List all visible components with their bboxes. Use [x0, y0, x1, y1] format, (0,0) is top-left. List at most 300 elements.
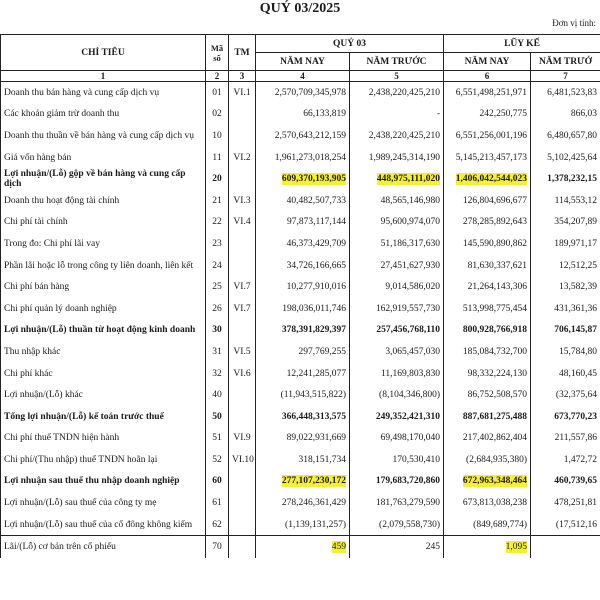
row-label: [1, 536, 206, 558]
table-row: [1, 82, 600, 104]
row-note: [229, 212, 256, 234]
row-note-text: VI.1: [233, 87, 251, 98]
row-label: [1, 298, 206, 320]
row-label: [1, 233, 206, 255]
value-q3-this-year: [256, 341, 350, 363]
value-q3-last-year-text: 181,763,279,590: [375, 498, 440, 509]
row-label-text: Lợi nhuận/(Lỗ) thuần từ hoạt động kinh doanh: [4, 325, 196, 336]
row-note: [229, 104, 256, 126]
row-note-text: VI.7: [233, 282, 251, 293]
value-q3-last-year: [350, 276, 444, 298]
value-ytd-this-year: [444, 406, 531, 428]
row-label-text: Lợi nhuận/(Lỗ) sau thuế của cổ đông không kiểm: [4, 519, 193, 530]
value-q3-last-year-text: 27,451,627,930: [380, 260, 440, 271]
table-row: [1, 514, 600, 536]
value-q3-this-year-text: 277,107,230,172: [281, 476, 346, 487]
value-ytd-last-year-text: 15,784,80: [559, 346, 597, 357]
row-label: [1, 449, 206, 471]
value-ytd-this-year-text: (849,689,774): [473, 519, 527, 530]
row-label-text: Trong đo: Chi phí lãi vay: [4, 238, 100, 249]
value-ytd-last-year-text: 114,553,12: [554, 195, 597, 206]
row-label: [1, 363, 206, 385]
value-q3-last-year: [350, 384, 444, 406]
value-q3-last-year-text: 69,498,170,040: [380, 433, 440, 444]
row-note: [229, 341, 256, 363]
value-ytd-this-year: [444, 536, 531, 558]
row-code: [206, 384, 229, 406]
row-label: [1, 255, 206, 277]
value-ytd-this-year: [444, 147, 531, 169]
value-q3-last-year-text: 3,065,457,030: [385, 346, 440, 357]
row-label-text: Doanh thu hoạt động tài chính: [4, 195, 120, 206]
row-code: [206, 255, 229, 277]
row-code-text: 51: [212, 433, 222, 444]
value-q3-this-year-text: 97,873,117,144: [286, 217, 346, 228]
value-ytd-last-year: [531, 514, 600, 536]
header-tm: TM: [229, 35, 256, 71]
table-row: [1, 190, 600, 212]
value-q3-last-year: [350, 125, 444, 147]
value-q3-this-year-text: 10,277,910,016: [286, 282, 346, 293]
value-q3-this-year-text: 278,246,361,429: [281, 498, 346, 509]
value-ytd-last-year: [531, 320, 600, 342]
row-label-text: Lợi nhuận/(Lỗ) sau thuế của công ty mẹ: [4, 498, 157, 509]
row-code: [206, 82, 229, 104]
value-q3-last-year-text: (8,104,346,800): [379, 390, 440, 401]
row-code: [206, 212, 229, 234]
value-ytd-this-year: [444, 298, 531, 320]
row-label: [1, 104, 206, 126]
table-row: [1, 428, 600, 450]
value-q3-this-year-text: 66,133,819: [303, 109, 346, 120]
value-ytd-this-year: [444, 82, 531, 104]
row-label-text: Chi phí bán hàng: [4, 282, 70, 293]
row-note-text: VI.2: [233, 152, 251, 163]
value-q3-last-year-text: 257,456,768,110: [376, 325, 440, 336]
value-ytd-last-year: [531, 190, 600, 212]
value-ytd-this-year: [444, 428, 531, 450]
row-label: [1, 190, 206, 212]
row-label: [1, 514, 206, 536]
row-label-text: Chi phí/(Thu nhập) thuế TNDN hoãn lại: [4, 454, 158, 465]
value-ytd-last-year-text: 478,251,81: [554, 498, 597, 509]
header-nam-truoc: NĂM TRƯỚC: [350, 53, 444, 71]
value-ytd-this-year: [444, 363, 531, 385]
table-row: [1, 233, 600, 255]
row-note: [229, 147, 256, 169]
value-ytd-this-year: [444, 341, 531, 363]
value-q3-last-year-text: (2,079,558,730): [379, 519, 440, 530]
value-ytd-this-year-text: 513,998,775,454: [462, 303, 527, 314]
value-q3-last-year-text: 162,919,557,730: [375, 303, 440, 314]
value-ytd-last-year: [531, 384, 600, 406]
value-ytd-last-year: [531, 363, 600, 385]
row-note-text: VI.4: [233, 217, 251, 228]
value-q3-last-year: [350, 406, 444, 428]
value-ytd-last-year-text: 6,480,657,80: [547, 130, 597, 141]
row-code-text: 70: [212, 542, 222, 553]
value-ytd-last-year: [531, 212, 600, 234]
value-ytd-this-year: [444, 276, 531, 298]
row-label-text: Phần lãi hoặc lỗ trong công ty liên doanh, liên kết: [4, 260, 194, 271]
row-code-text: 01: [212, 87, 222, 98]
value-q3-this-year: [256, 536, 350, 558]
col-number: 4: [256, 71, 350, 82]
row-code: [206, 406, 229, 428]
row-note: [229, 514, 256, 536]
value-q3-last-year: [350, 363, 444, 385]
row-code-text: 60: [212, 476, 222, 487]
value-ytd-this-year-text: 185,084,732,700: [462, 346, 527, 357]
table-row: [1, 384, 600, 406]
value-q3-last-year: [350, 298, 444, 320]
header-luy-ke-nam-nay: NĂM NAY: [444, 53, 531, 71]
income-statement-table: [0, 34, 600, 558]
value-ytd-this-year: [444, 104, 531, 126]
row-code-text: 20: [212, 174, 222, 185]
value-ytd-last-year: [531, 168, 600, 190]
value-q3-last-year-text: 170,530,410: [392, 454, 440, 465]
value-ytd-this-year-text: 145,590,890,862: [462, 238, 527, 249]
value-ytd-this-year-text: 126,804,696,677: [462, 195, 527, 206]
value-q3-this-year-text: 12,241,285,077: [286, 368, 346, 379]
value-ytd-last-year: [531, 492, 600, 514]
value-q3-last-year: [350, 514, 444, 536]
row-note: [229, 190, 256, 212]
row-label-text: Chi phí thuế TNDN hiện hành: [4, 433, 120, 444]
value-ytd-last-year: [531, 104, 600, 126]
row-note: [229, 125, 256, 147]
value-q3-last-year-text: 95,600,974,070: [380, 217, 440, 228]
row-code-text: 26: [212, 303, 222, 314]
value-ytd-last-year: [531, 428, 600, 450]
row-note-text: VI.6: [233, 368, 251, 379]
row-note: [229, 255, 256, 277]
row-label-text: Chi phí quản lý doanh nghiệp: [4, 303, 117, 314]
value-ytd-this-year-text: 1,406,042,544,023: [455, 174, 527, 185]
value-q3-last-year-text: 11,169,803,830: [380, 368, 440, 379]
value-ytd-this-year: [444, 492, 531, 514]
row-code-text: 25: [212, 282, 222, 293]
value-q3-this-year: [256, 449, 350, 471]
table-row: [1, 168, 600, 190]
value-ytd-last-year: [531, 147, 600, 169]
row-code-text: 61: [212, 498, 222, 509]
value-ytd-this-year-text: 242,250,775: [479, 109, 527, 120]
value-q3-last-year: [350, 320, 444, 342]
row-note-text: VI.10: [232, 454, 254, 465]
table-row: [1, 212, 600, 234]
value-q3-this-year: [256, 168, 350, 190]
value-q3-this-year: [256, 212, 350, 234]
value-q3-this-year: [256, 428, 350, 450]
table-row: [1, 471, 600, 493]
value-q3-last-year: [350, 212, 444, 234]
row-code-text: 11: [212, 152, 222, 163]
row-code-text: 23: [212, 238, 222, 249]
value-q3-this-year-text: 459: [331, 542, 346, 553]
value-q3-last-year: [350, 104, 444, 126]
value-q3-last-year: [350, 190, 444, 212]
value-ytd-last-year-text: 460,739,65: [554, 476, 597, 487]
value-ytd-this-year-text: 6,551,256,001,196: [455, 130, 527, 141]
value-ytd-this-year-text: (2,684,935,380): [466, 454, 527, 465]
unit-label: Đơn vị tính:: [552, 18, 596, 28]
value-q3-last-year: [350, 341, 444, 363]
value-ytd-last-year-text: 1,378,232,15: [547, 174, 597, 185]
value-ytd-last-year: [531, 341, 600, 363]
value-q3-this-year-text: 1,961,273,018,254: [274, 152, 346, 163]
row-label: [1, 276, 206, 298]
value-q3-this-year-text: (1,139,131,257): [285, 519, 346, 530]
col-number: 5: [350, 71, 444, 82]
value-ytd-this-year-text: 21,264,143,306: [467, 282, 527, 293]
value-ytd-last-year: [531, 125, 600, 147]
table-row: [1, 104, 600, 126]
value-q3-last-year: [350, 536, 444, 558]
value-q3-this-year: [256, 104, 350, 126]
value-ytd-last-year-text: 211,557,86: [554, 433, 597, 444]
value-ytd-last-year-text: 12,512,25: [559, 260, 597, 271]
row-code-text: 10: [212, 130, 222, 141]
value-q3-last-year-text: 2,438,220,425,210: [368, 87, 440, 98]
row-code: [206, 147, 229, 169]
value-ytd-this-year: [444, 212, 531, 234]
value-q3-last-year-text: 1,989,245,314,190: [368, 152, 440, 163]
col-number: 3: [229, 71, 256, 82]
row-code: [206, 276, 229, 298]
value-q3-this-year-text: 46,373,429,709: [286, 238, 346, 249]
row-note-text: VI.7: [233, 303, 251, 314]
value-q3-this-year: [256, 255, 350, 277]
value-q3-this-year-text: 89,022,931,669: [286, 433, 346, 444]
table-row: [1, 492, 600, 514]
row-label: [1, 428, 206, 450]
row-label: [1, 147, 206, 169]
col-number: 1: [1, 71, 206, 82]
row-note: [229, 298, 256, 320]
value-q3-this-year: [256, 190, 350, 212]
value-q3-last-year-text: 245: [425, 542, 440, 553]
row-code: [206, 233, 229, 255]
value-q3-this-year: [256, 298, 350, 320]
row-label-text: Doanh thu bán hàng và cung cấp dịch vụ: [4, 87, 160, 98]
col-number: 2: [206, 71, 229, 82]
row-label-text: Doanh thu thuần về bán hàng và cung cấp dịch vụ: [4, 130, 194, 141]
row-label: [1, 320, 206, 342]
value-ytd-this-year: [444, 190, 531, 212]
row-note: [229, 471, 256, 493]
value-q3-this-year: [256, 125, 350, 147]
value-q3-last-year: [350, 492, 444, 514]
value-ytd-last-year-text: 673,770,23: [554, 411, 597, 422]
value-q3-this-year-text: 2,570,643,212,159: [274, 130, 346, 141]
value-q3-this-year-text: 318,151,734: [298, 454, 346, 465]
value-ytd-this-year: [444, 233, 531, 255]
row-label: [1, 384, 206, 406]
value-ytd-this-year-text: 98,332,224,130: [467, 368, 527, 379]
value-ytd-last-year-text: (17,512,16: [555, 519, 597, 530]
row-note: [229, 276, 256, 298]
value-ytd-this-year: [444, 471, 531, 493]
value-ytd-last-year-text: 13,582,39: [559, 282, 597, 293]
value-q3-this-year-text: 366,448,313,575: [281, 411, 346, 422]
value-ytd-last-year: [531, 298, 600, 320]
value-ytd-this-year: [444, 125, 531, 147]
value-ytd-last-year-text: 5,102,425,64: [547, 152, 597, 163]
value-ytd-this-year-text: 86,752,508,570: [467, 390, 527, 401]
row-note: [229, 536, 256, 558]
row-code: [206, 168, 229, 190]
value-ytd-last-year: [531, 255, 600, 277]
table-row: [1, 536, 600, 558]
value-q3-last-year-text: 249,352,421,310: [375, 411, 440, 422]
value-q3-this-year-text: 2,570,709,345,978: [274, 87, 346, 98]
value-ytd-last-year: [531, 276, 600, 298]
value-q3-this-year-text: 609,370,193,905: [281, 174, 346, 185]
row-code: [206, 190, 229, 212]
value-q3-last-year-text: 48,565,146,980: [380, 195, 440, 206]
row-label-text: Chi phí tài chính: [4, 217, 68, 228]
header-luy-ke-nam-truoc: NĂM TRƯỚ: [531, 53, 600, 71]
row-note-text: VI.5: [233, 346, 251, 357]
header-luy-ke: LŨY KẾ: [444, 35, 600, 53]
row-code: [206, 363, 229, 385]
value-q3-this-year-text: 378,391,829,397: [281, 325, 346, 336]
value-ytd-last-year-text: 866,03: [570, 109, 597, 120]
row-code: [206, 125, 229, 147]
value-q3-this-year: [256, 514, 350, 536]
value-q3-last-year: [350, 255, 444, 277]
value-ytd-last-year: [531, 536, 600, 558]
value-ytd-this-year-text: 672,963,348,464: [462, 476, 527, 487]
row-note: [229, 168, 256, 190]
row-code-text: 40: [212, 390, 222, 401]
row-code: [206, 341, 229, 363]
row-note: [229, 406, 256, 428]
value-q3-this-year: [256, 276, 350, 298]
row-label: [1, 471, 206, 493]
row-label-text: Lợi nhuận sau thuế thu nhập doanh nghiệp: [4, 476, 180, 487]
row-code: [206, 320, 229, 342]
value-ytd-this-year-text: 673,813,038,238: [462, 498, 527, 509]
row-label: [1, 492, 206, 514]
value-q3-last-year: [350, 428, 444, 450]
value-ytd-last-year: [531, 233, 600, 255]
value-ytd-last-year-text: 48,160,45: [559, 368, 597, 379]
value-ytd-this-year-text: 800,928,766,918: [462, 325, 527, 336]
value-q3-this-year-text: 198,036,011,746: [282, 303, 346, 314]
value-ytd-this-year-text: 1,095: [505, 542, 527, 553]
value-q3-this-year: [256, 492, 350, 514]
row-label-text: Lợi nhuận/(Lỗ) khác: [4, 390, 83, 401]
row-code-text: 62: [212, 519, 222, 530]
table-row: [1, 125, 600, 147]
row-note: [229, 363, 256, 385]
col-number: 6: [444, 71, 531, 82]
row-code-text: 21: [212, 195, 222, 206]
value-q3-last-year-text: 179,683,720,860: [375, 476, 440, 487]
row-label: [1, 212, 206, 234]
value-q3-this-year: [256, 82, 350, 104]
row-note: [229, 233, 256, 255]
row-label-text: Chi phí khác: [4, 368, 53, 379]
row-code: [206, 104, 229, 126]
header-nam-nay: NĂM NAY: [256, 53, 350, 71]
value-q3-this-year-text: (11,943,515,822): [280, 390, 346, 401]
row-code-text: 30: [212, 325, 222, 336]
value-ytd-this-year: [444, 255, 531, 277]
value-ytd-this-year-text: 81,630,337,621: [467, 260, 527, 271]
value-q3-last-year: [350, 147, 444, 169]
value-q3-last-year-text: 9,014,586,020: [385, 282, 440, 293]
row-label-text: Lợi nhuận/(Lỗ) gộp về bán hàng và cung cấp dịch: [4, 169, 186, 190]
table-row: [1, 255, 600, 277]
value-q3-last-year: [350, 82, 444, 104]
row-label-text: Các khoản giảm trừ doanh thu: [4, 109, 120, 120]
row-code: [206, 492, 229, 514]
row-code-text: 31: [212, 346, 222, 357]
row-code: [206, 449, 229, 471]
value-ytd-last-year: [531, 471, 600, 493]
row-code-text: 50: [212, 411, 222, 422]
value-ytd-last-year: [531, 82, 600, 104]
table-row: [1, 276, 600, 298]
value-ytd-last-year-text: 6,481,523,83: [547, 87, 597, 98]
col-number: 7: [531, 71, 600, 82]
value-q3-last-year-text: -: [436, 109, 440, 120]
row-note-text: VI.9: [233, 433, 251, 444]
value-q3-last-year: [350, 449, 444, 471]
row-label: [1, 406, 206, 428]
value-ytd-this-year-text: 6,551,498,251,971: [455, 87, 527, 98]
row-code: [206, 471, 229, 493]
header-chi-tieu: CHỈ TIÊU: [1, 35, 206, 71]
value-ytd-last-year: [531, 406, 600, 428]
value-ytd-this-year: [444, 449, 531, 471]
row-note-text: VI.3: [233, 195, 251, 206]
row-code-text: 32: [212, 368, 222, 379]
row-label-text: Giá vốn hàng bán: [4, 152, 72, 163]
value-ytd-last-year-text: 706,145,87: [554, 325, 597, 336]
value-q3-last-year-text: 51,186,317,630: [380, 238, 440, 249]
value-ytd-this-year-text: 278,285,892,643: [462, 217, 527, 228]
row-note: [229, 320, 256, 342]
row-code: [206, 536, 229, 558]
row-code: [206, 514, 229, 536]
value-ytd-last-year-text: 1,472,72: [563, 454, 597, 465]
value-ytd-this-year-text: 217,402,862,404: [462, 433, 527, 444]
row-note: [229, 492, 256, 514]
value-ytd-last-year: [531, 449, 600, 471]
value-ytd-last-year-text: 189,971,17: [554, 238, 597, 249]
row-label-text: Thu nhập khác: [4, 346, 61, 357]
value-q3-this-year: [256, 233, 350, 255]
table-row: [1, 298, 600, 320]
value-q3-this-year: [256, 471, 350, 493]
value-ytd-last-year-text: 354,207,89: [554, 217, 597, 228]
table-row: [1, 449, 600, 471]
row-note: [229, 384, 256, 406]
value-q3-this-year-text: 297,769,255: [298, 346, 346, 357]
value-ytd-this-year: [444, 514, 531, 536]
row-label: [1, 341, 206, 363]
table-row: [1, 406, 600, 428]
value-q3-this-year: [256, 406, 350, 428]
row-code: [206, 428, 229, 450]
value-q3-this-year-text: 34,726,166,665: [286, 260, 346, 271]
value-ytd-this-year: [444, 168, 531, 190]
